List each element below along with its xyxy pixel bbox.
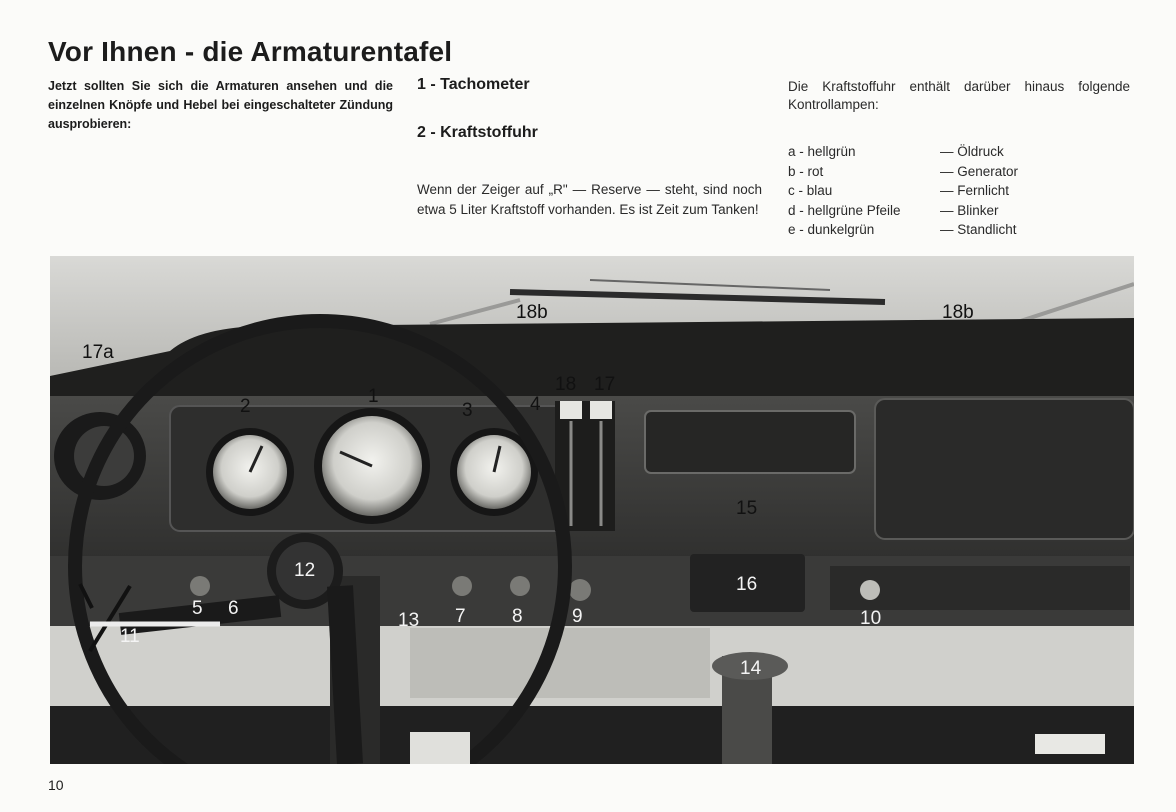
callout-5: 5: [192, 598, 203, 619]
item-fuel-gauge: 2 - Kraftstoffuhr: [417, 124, 538, 141]
callout-6: 6: [228, 598, 239, 619]
dashboard-illustration: [50, 256, 1134, 764]
callout-10: 10: [860, 608, 882, 629]
lamp-key: e - dunkelgrün: [788, 222, 875, 237]
warning-lamps-table: [788, 142, 1088, 240]
callout-9: 9: [572, 606, 583, 627]
callout-8: 8: [512, 606, 523, 627]
lamp-row: [788, 142, 1088, 162]
callout-4: 4: [530, 394, 541, 415]
callout-16: 16: [736, 574, 758, 595]
lamp-key: b - rot: [788, 163, 824, 179]
page-number: 10: [48, 777, 64, 793]
lamp-value: — Öldruck: [940, 144, 1004, 159]
lamp-value: — Generator: [940, 163, 1019, 179]
item-tachometer: 1 - Tachometer: [417, 76, 530, 93]
callout-18b-right: 18b: [942, 302, 974, 323]
callout-18b-left: 18b: [516, 302, 548, 323]
lamp-key: d - hellgrüne Pfeile: [788, 202, 901, 218]
fuel-note: Wenn der Zeiger auf „R" — Reserve — steht, sind noch etwa 5 Liter Kraftstoff vorhanden. Es ist Zeit zum Tanken!: [417, 182, 762, 217]
callout-14: 14: [740, 658, 762, 679]
warning-lamps-intro: Die Kraftstoffuhr enthält darüber hinaus folgende Kontrollampen:: [788, 79, 1130, 112]
callout-17: 17: [594, 374, 616, 395]
intro-paragraph: Jetzt sollten Sie sich die Armaturen ansehen und die einzelnen Knöpfe und Hebel bei eingeschalteter Zündung ausprobieren:: [48, 79, 393, 131]
lamp-key: a - hellgrün: [788, 144, 856, 159]
page-title: Vor Ihnen - die Armaturentafel: [48, 36, 453, 67]
callout-7: 7: [455, 606, 466, 627]
lamp-value: — Blinker: [940, 202, 999, 218]
callout-1: 1: [368, 386, 379, 407]
callout-12: 12: [294, 560, 316, 581]
callout-13: 13: [398, 610, 420, 631]
lamp-value: — Standlicht: [940, 222, 1017, 237]
lamp-key: c - blau: [788, 183, 833, 198]
lamp-value: — Fernlicht: [940, 183, 1010, 198]
dashboard-photo: [50, 256, 1134, 764]
callout-3: 3: [462, 400, 473, 421]
callout-11: 11: [120, 626, 140, 647]
callout-17a: 17a: [82, 342, 114, 363]
lamp-row: [788, 181, 1088, 201]
callout-2: 2: [240, 396, 251, 417]
lamp-row: [788, 201, 1088, 221]
callout-18: 18: [555, 374, 577, 395]
callout-15: 15: [736, 498, 758, 519]
lamp-row: [788, 162, 1088, 182]
lamp-row: [788, 220, 1088, 240]
